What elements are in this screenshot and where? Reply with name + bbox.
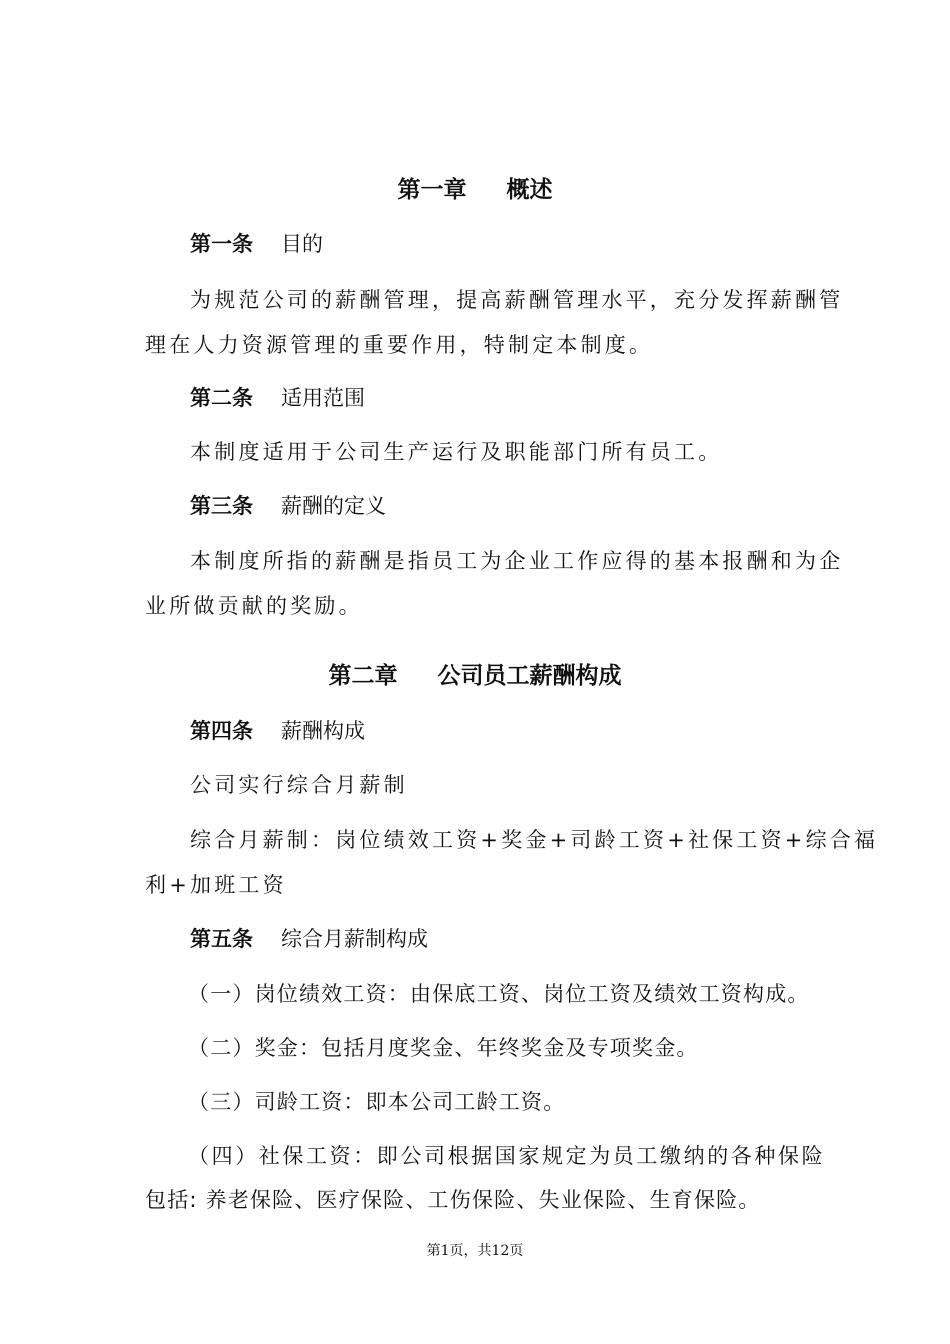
article-4-number: 第四条 [190, 719, 253, 743]
article-4-body-line-2: 综合月薪制：岗位绩效工资+奖金+司龄工资+社保工资+综合福 [190, 828, 879, 852]
page-footer: 第1页，共12页 [426, 1243, 524, 1259]
article-5-item-2: （二）奖金：包括月度奖金、年终奖金及专项奖金。 [188, 1036, 699, 1060]
article-5-title: 综合月薪制构成 [281, 927, 428, 951]
article-5-heading [190, 924, 428, 954]
article-5-item-4: （四）社保工资：即公司根据国家规定为员工缴纳的各种保险 [188, 1144, 826, 1168]
article-2-heading [190, 383, 365, 413]
chapter-2-heading [0, 660, 950, 692]
article-5-number: 第五条 [190, 927, 253, 951]
article-2-body-line-1: 本制度适用于公司生产运行及职能部门所有员工。 [190, 440, 723, 464]
article-2-number: 第二条 [190, 386, 253, 410]
chapter-2-number: 第二章 [328, 663, 398, 689]
article-5-item-1: （一）岗位绩效工资：由保底工资、岗位工资及绩效工资构成。 [188, 982, 810, 1006]
article-4-title: 薪酬构成 [281, 719, 365, 743]
article-3-number: 第三条 [190, 494, 253, 518]
article-1-heading [190, 229, 323, 259]
article-4-body-line-3: 利+加班工资 [145, 873, 287, 897]
article-4-body-line-1: 公司实行综合月薪制 [190, 773, 408, 797]
article-5-item-4-continued: 包括: 养老保险、医疗保险、工伤保险、失业保险、生育保险。 [145, 1188, 761, 1212]
article-3-body-line-1: 本制度所指的薪酬是指员工为企业工作应得的基本报酬和为企 [190, 549, 844, 573]
article-1-body-line-1: 为规范公司的薪酬管理，提高薪酬管理水平，充分发挥薪酬管 [190, 288, 844, 312]
article-2-title: 适用范围 [281, 386, 365, 410]
article-3-heading [190, 491, 386, 521]
article-1-number: 第一条 [190, 232, 253, 256]
article-4-heading [190, 716, 365, 746]
article-1-body-line-2: 理在人力资源管理的重要作用，特制定本制度。 [145, 333, 654, 357]
article-1-title: 目的 [281, 232, 323, 256]
chapter-1-title: 概述 [506, 177, 553, 203]
chapter-1-number: 第一章 [397, 177, 467, 203]
article-3-body-line-2: 业所做贡献的奖励。 [145, 594, 363, 618]
chapter-2-title: 公司员工薪酬构成 [437, 663, 622, 689]
chapter-1-heading [0, 174, 950, 206]
article-5-item-3: （三）司龄工资：即本公司工龄工资。 [188, 1090, 566, 1114]
article-3-title: 薪酬的定义 [281, 494, 386, 518]
